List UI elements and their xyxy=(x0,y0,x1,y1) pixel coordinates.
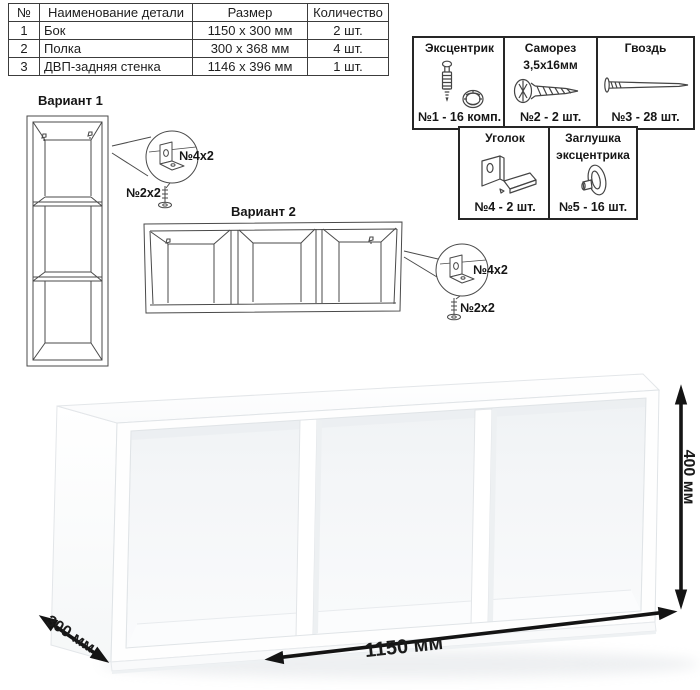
variant1-bracket-label: №4х2 xyxy=(179,149,214,163)
table-row xyxy=(9,22,389,40)
hardware-cell-eccentric xyxy=(412,36,507,130)
height-dimension-label: 400 мм xyxy=(680,449,697,505)
hardware-count: №5 - 16 шт. xyxy=(558,200,628,214)
cell-qty: 1 шт. xyxy=(308,58,389,76)
width-dimension-label: 1150 мм xyxy=(363,631,445,663)
cell-num: 2 xyxy=(9,40,40,58)
table-row xyxy=(9,58,389,76)
hardware-count: №1 - 16 комп. xyxy=(417,110,502,124)
cell-qty: 4 шт. xyxy=(308,40,389,58)
hardware-count: №4 - 2 шт. xyxy=(474,200,536,214)
parts-table xyxy=(8,3,389,76)
cell-size: 1146 x 396 мм xyxy=(193,58,308,76)
nail-icon xyxy=(598,59,693,110)
variant2-drawing xyxy=(138,218,510,330)
corner-bracket-icon xyxy=(460,149,550,200)
hardware-count: №3 - 28 шт. xyxy=(611,110,680,124)
cell-name: Полка xyxy=(40,40,193,58)
cam-cap-icon xyxy=(550,162,636,200)
hardware-title: Гвоздь xyxy=(624,41,667,55)
variant2-bracket-label: №4х2 xyxy=(473,263,508,277)
cell-name: Бок xyxy=(40,22,193,40)
cell-size: 300 x 368 мм xyxy=(193,40,308,58)
hardware-cell-nail xyxy=(596,36,695,130)
variant1-screw-label: №2х2 xyxy=(126,186,161,200)
hardware-cell-screw xyxy=(503,36,598,130)
self-tapping-screw-icon xyxy=(505,72,596,110)
cell-num: 3 xyxy=(9,58,40,76)
cell-qty: 2 шт. xyxy=(308,22,389,40)
cell-size: 1150 x 300 мм xyxy=(193,22,308,40)
shelf-3d-render xyxy=(0,360,700,690)
hardware-title-line2: 3,5х16мм xyxy=(523,58,578,72)
hardware-title: Уголок xyxy=(485,131,525,145)
eccentric-cam-icon xyxy=(414,59,505,110)
hardware-cell-cap xyxy=(548,126,638,220)
cell-num: 1 xyxy=(9,22,40,40)
header-name: Наименование детали xyxy=(40,4,193,22)
cell-name: ДВП-задняя стенка xyxy=(40,58,193,76)
depth-dimension-label: 300 мм xyxy=(42,612,98,657)
hardware-title: Саморез xyxy=(524,41,577,55)
hardware-cell-bracket xyxy=(458,126,552,220)
variant2-title: Вариант 2 xyxy=(231,204,296,219)
variant1-title: Вариант 1 xyxy=(38,93,103,108)
table-header-row xyxy=(9,4,389,22)
header-size: Размер xyxy=(193,4,308,22)
hardware-title: Эксцентрик xyxy=(425,41,494,55)
variant2-screw-label: №2х2 xyxy=(460,301,495,315)
hardware-title: Заглушка xyxy=(565,131,621,145)
hardware-count: №2 - 2 шт. xyxy=(519,110,582,124)
table-row xyxy=(9,40,389,58)
header-num: № xyxy=(9,4,40,22)
header-qty: Количество xyxy=(308,4,389,22)
hardware-title-line2: эксцентрика xyxy=(556,148,630,162)
